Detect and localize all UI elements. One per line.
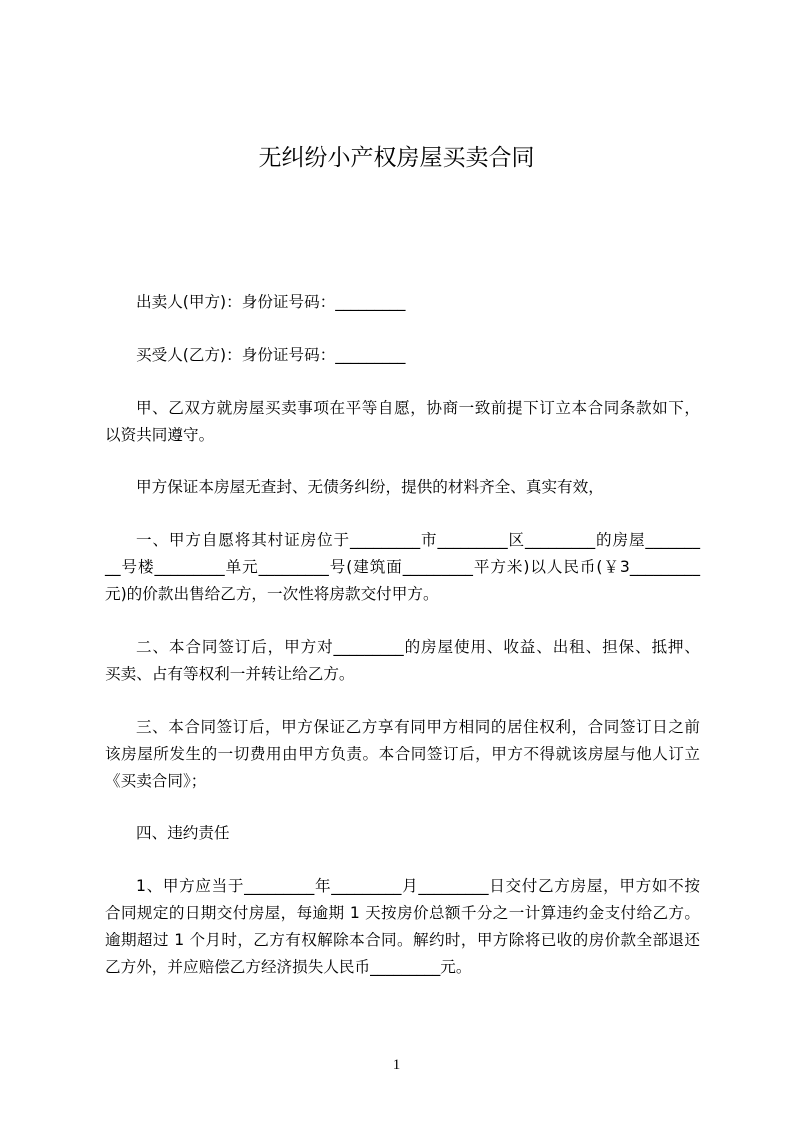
text-line: 合同规定的日期交付房屋，每逾期 1 天按房价总额千分之一计算违约金支付给乙方。 <box>105 904 700 922</box>
text-line: 元)的价款出售给乙方，一次性将房款交付甲方。 <box>105 585 439 603</box>
document-title: 无纠纷小产权房屋买卖合同 <box>258 145 535 171</box>
guarantee-paragraph <box>105 474 700 501</box>
page-number: 1 <box>392 1057 401 1073</box>
text-line: 三、本合同签订后，甲方保证乙方享有同甲方相同的居住权利，合同签订日之前 <box>136 717 700 736</box>
text-line: 四、违约责任 <box>136 824 230 843</box>
clause-one-paragraph <box>105 527 700 608</box>
text-line: 出卖人(甲方)：身份证号码：_________ <box>136 293 406 311</box>
document-body <box>105 289 700 1007</box>
seller-paragraph <box>105 289 700 316</box>
text-line: 买卖、占有等权利一并转让给乙方。 <box>105 664 355 683</box>
text-line: 1、甲方应当于_________年_________月_________日交付乙方房屋，甲方如不按 <box>136 877 700 895</box>
breach-item-one-paragraph <box>105 873 700 981</box>
preamble-paragraph <box>105 395 700 449</box>
text-line: __号楼_________单元_________号(建筑面_________平方米)以人民币(￥3_________ <box>105 558 700 576</box>
text-line: 二、本合同签订后，甲方对_________的房屋使用、收益、出租、担保、抵押、 <box>136 637 700 656</box>
text-line: 甲方保证本房屋无查封、无债务纠纷，提供的材料齐全、真实有效， <box>136 478 604 497</box>
clause-two-paragraph <box>105 634 700 688</box>
text-line: 《买卖合同》； <box>105 771 207 790</box>
text-line: 买受人(乙方)：身份证号码：_________ <box>136 345 406 364</box>
text-line: 该房屋所发生的一切费用由甲方负责。本合同签订后，甲方不得就该房屋与他人订立 <box>105 744 700 763</box>
text-line: 以资共同遵守。 <box>105 425 215 444</box>
text-line: 乙方外，并应赔偿乙方经济损失人民币_________元。 <box>105 958 472 976</box>
text-line: 逾期超过 1 个月时，乙方有权解除本合同。解约时，甲方除将已收的房价款全部退还 <box>105 931 700 949</box>
text-line: 一、甲方自愿将其村证房位于_________市_________区_________的房屋_______ <box>136 531 700 549</box>
clause-three-paragraph <box>105 714 700 795</box>
text-line: 甲、乙双方就房屋买卖事项在平等自愿，协商一致前提下订立本合同条款如下， <box>136 398 700 417</box>
clause-four-heading <box>105 820 700 847</box>
buyer-paragraph <box>105 342 700 369</box>
